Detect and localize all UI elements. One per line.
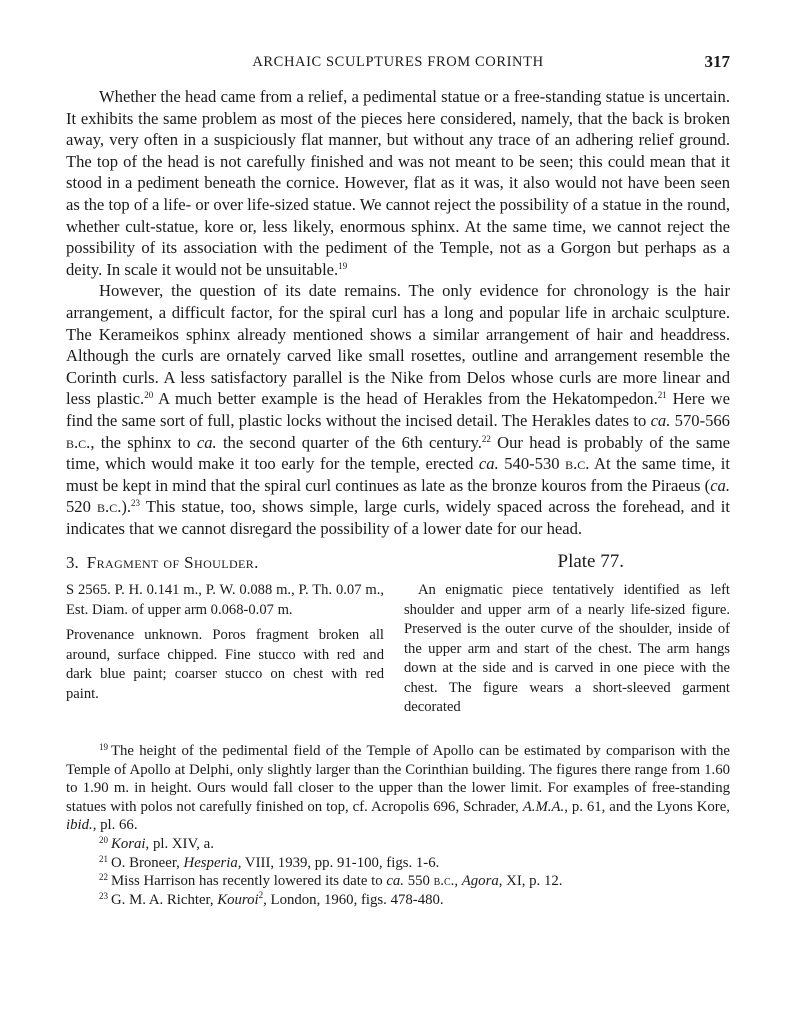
footnote-ref-23: 23 <box>131 498 141 509</box>
text-run: Here we find the same sort of full, plastic locks without the incised detail. The Herakles dates to <box>66 389 730 430</box>
italic-text: Kouroi <box>217 891 259 908</box>
text-run: , London, 1960, figs. 478-480. <box>263 891 444 908</box>
text-run: Whether the head came from a relief, a pedimental statue or a free-standing statue is uncertain. It exhibits the same problem as most of the pieces here considered, namely, that the back is broken away, very often in a suspiciously flat manner, but without any trace of an adhering relief ground. The top of the head is not carefully finished and was not meant to be seen; this could mean that it stood in a pediment beneath the cornice. However, flat as it was, it also would not have been seen as the top of a life- or over life-sized statue. We cannot reject the possibility of a statue in the round, whether cult-statue, kore or, less likely, enormous sphinx. At the same time, we cannot reject the possibility of its association with the pediment of the Temple, not as a Gorgon but perhaps as a deity. In scale it would not be unsuitable. <box>66 87 730 279</box>
paragraph-1 <box>66 86 730 280</box>
italic-ca: ca. <box>478 454 499 474</box>
body-text <box>66 86 730 539</box>
footnote-ref-22: 22 <box>481 433 491 444</box>
text-run: Miss Harrison has recently lowered its date to <box>111 873 387 890</box>
footnote-number: 20 <box>99 834 108 845</box>
entry-title-text: Fragment of Shoulder. <box>86 553 259 573</box>
running-header <box>66 50 730 74</box>
italic-text: A.M.A. <box>522 798 565 815</box>
italic-text: ibid. <box>66 817 93 834</box>
text-run: the second quarter of the 6th century. <box>216 432 482 452</box>
entry-columns <box>66 581 730 724</box>
text-run: , pl. XIV, a. <box>145 835 214 852</box>
text-run: A much better example is the head of Herakles from the Hekatompedon. <box>153 389 658 409</box>
footnote-number: 23 <box>99 890 108 901</box>
entry-right-column <box>404 581 730 724</box>
text-run: At the same time, it must be kept in mind that the spiral curl continues as late as the bronze kouros from the Piraeus ( <box>66 454 731 495</box>
small-caps-bc: b.c. <box>433 873 455 890</box>
text-run: ). <box>121 497 132 517</box>
italic-text: Agora <box>461 873 499 890</box>
entry-description: An enigmatic piece tentatively identified as left shoulder and upper arm of a nearly life-sized figure. Preserved is the outer curve of the shoulder, inside of the upper arm and start of the chest. The arm hangs down at the side and is carved in one piece with the chest. The figure wears a short-sleeved garment decorated <box>404 582 730 716</box>
entry-measurements: S 2565. P. H. 0.141 m., P. W. 0.088 m., P. Th. 0.07 m., Est. Diam. of upper arm 0.068-0.07 m. <box>66 582 384 618</box>
italic-ca: ca. <box>196 432 217 452</box>
text-run: , the sphinx to <box>90 432 197 452</box>
footnote-number: 21 <box>99 853 108 864</box>
italic-text: Korai <box>111 835 146 852</box>
small-caps-bc: b.c. <box>66 432 91 452</box>
text-run: , p. 61, and the Lyons Kore, <box>564 798 730 815</box>
text-run: , VIII, 1939, pp. 91-100, figs. 1-6. <box>237 854 440 871</box>
italic-ca: ca. <box>710 475 730 495</box>
footnotes <box>66 742 730 909</box>
plate-reference: Plate 77. <box>557 551 624 573</box>
text-run: The height of the pedimental field of the Temple of Apollo can be estimated by comparison with the Temple of Apollo at Delphi, only slightly larger than the Corinthian building. The figures there range from 1.60 to 1.90 m. in height. Ours would fall closer to the upper than the lower limit. For examples of free-standing statues with polos not carefully finished on top, cf. Acropolis 696, Schrader, <box>66 742 730 815</box>
footnote-23 <box>66 891 730 910</box>
entry-number: 3. <box>66 553 79 573</box>
text-run: O. Broneer, <box>111 854 184 871</box>
footnote-ref-20: 20 <box>144 390 154 401</box>
page <box>66 50 730 909</box>
text-run: , <box>454 873 462 890</box>
entry-title <box>66 553 259 573</box>
entry-left-column <box>66 581 384 724</box>
footnote-number: 19 <box>99 741 108 752</box>
text-run: Our head is probably of the same time, which would make it too early for the temple, erected <box>66 432 730 474</box>
text-run: , XI, p. 12. <box>498 873 563 890</box>
superscript: 2 <box>258 889 264 900</box>
catalogue-entry-heading <box>66 553 730 577</box>
text-run: This statue, too, shows simple, large curls, widely spaced across the forehead, and it indicates that we cannot disregard the possibility of a lower date for our head. <box>66 497 731 538</box>
text-run: G. M. A. Richter, <box>111 891 218 908</box>
text-run: 550 <box>404 873 434 890</box>
entry-provenance: Provenance unknown. Poros fragment broken all around, surface chipped. Fine stucco with red and dark blue paint; coarser stucco on chest with red paint. <box>66 627 384 702</box>
text-run: , pl. 66. <box>92 817 138 834</box>
paragraph-2 <box>66 280 730 539</box>
text-run: 520 <box>66 497 98 517</box>
text-run: 570-566 <box>670 410 730 430</box>
page-number: 317 <box>704 52 730 71</box>
footnote-21 <box>66 854 730 873</box>
footnote-22 <box>66 872 730 891</box>
text-run: However, the question of its date remains. The only evidence for chronology is the hair arrangement, a difficult factor, for the spiral curl has a long and popular life in archaic sculpture. The Kerameikos sphinx already mentioned shows a similar arrangement of hair and headdress. Although the curls are ornately carved like small rosettes, outline and arrangement resemble the Corinth curls. A less satisfactory parallel is the Nike from Delos whose curls are more linear and less plastic. <box>66 281 730 409</box>
small-caps-bc: b.c. <box>97 497 122 517</box>
italic-text: ca. <box>386 873 404 890</box>
footnote-ref-19: 19 <box>338 260 348 271</box>
running-title: ARCHAIC SCULPTURES FROM CORINTH <box>252 54 544 70</box>
text-run: 540-530 <box>498 454 566 474</box>
italic-ca: ca. <box>650 410 671 430</box>
italic-text: Hesperia <box>183 854 238 871</box>
footnote-number: 22 <box>99 872 108 883</box>
footnote-19 <box>66 742 730 835</box>
footnote-20 <box>66 835 730 854</box>
footnote-ref-21: 21 <box>657 390 667 401</box>
small-caps-bc: b.c. <box>565 454 590 474</box>
